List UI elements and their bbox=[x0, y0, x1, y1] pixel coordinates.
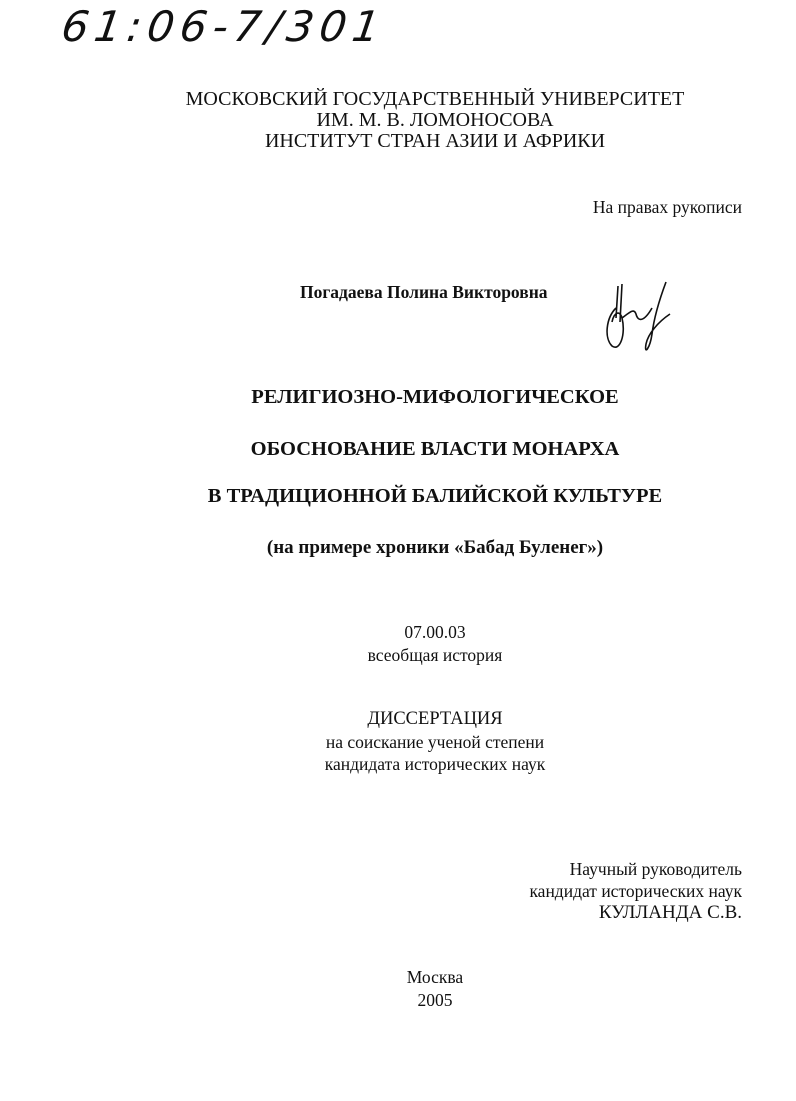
handwritten-archive-number: 61:06-7/301 bbox=[58, 2, 389, 51]
institution-line-2: ИМ. М. В. ЛОМОНОСОВА bbox=[316, 109, 554, 131]
specialty-name: всеобщая история bbox=[367, 645, 503, 665]
signature bbox=[596, 278, 686, 358]
specialty-code: 07.00.03 bbox=[404, 622, 466, 642]
author-name: Погадаева Полина Викторовна bbox=[300, 282, 548, 302]
place: Москва bbox=[406, 967, 464, 987]
title-line-1: РЕЛИГИОЗНО-МИФОЛОГИЧЕСКОЕ bbox=[251, 386, 619, 408]
subtitle: (на примере хроники «Бабад Буленег») bbox=[266, 537, 604, 558]
title-line-3: В ТРАДИЦИОННОЙ БАЛИЙСКОЙ КУЛЬТУРЕ bbox=[207, 485, 663, 507]
degree-type: ДИССЕРТАЦИЯ bbox=[367, 709, 503, 729]
title-line-2: ОБОСНОВАНИЕ ВЛАСТИ МОНАРХА bbox=[250, 438, 620, 460]
degree-line-2: на соискание ученой степени bbox=[325, 732, 545, 752]
supervisor-name: КУЛЛАНДА С.В. bbox=[598, 902, 742, 923]
year: 2005 bbox=[417, 990, 453, 1010]
supervisor-label: Научный руководитель bbox=[569, 859, 742, 879]
supervisor-degree: кандидат исторических наук bbox=[529, 881, 742, 901]
institution-line-1: МОСКОВСКИЙ ГОСУДАРСТВЕННЫЙ УНИВЕРСИТЕТ bbox=[185, 88, 685, 110]
degree-line-3: кандидата исторических наук bbox=[324, 754, 546, 774]
manuscript-note: На правах рукописи bbox=[592, 197, 742, 217]
institution-line-3: ИНСТИТУТ СТРАН АЗИИ И АФРИКИ bbox=[264, 130, 606, 152]
